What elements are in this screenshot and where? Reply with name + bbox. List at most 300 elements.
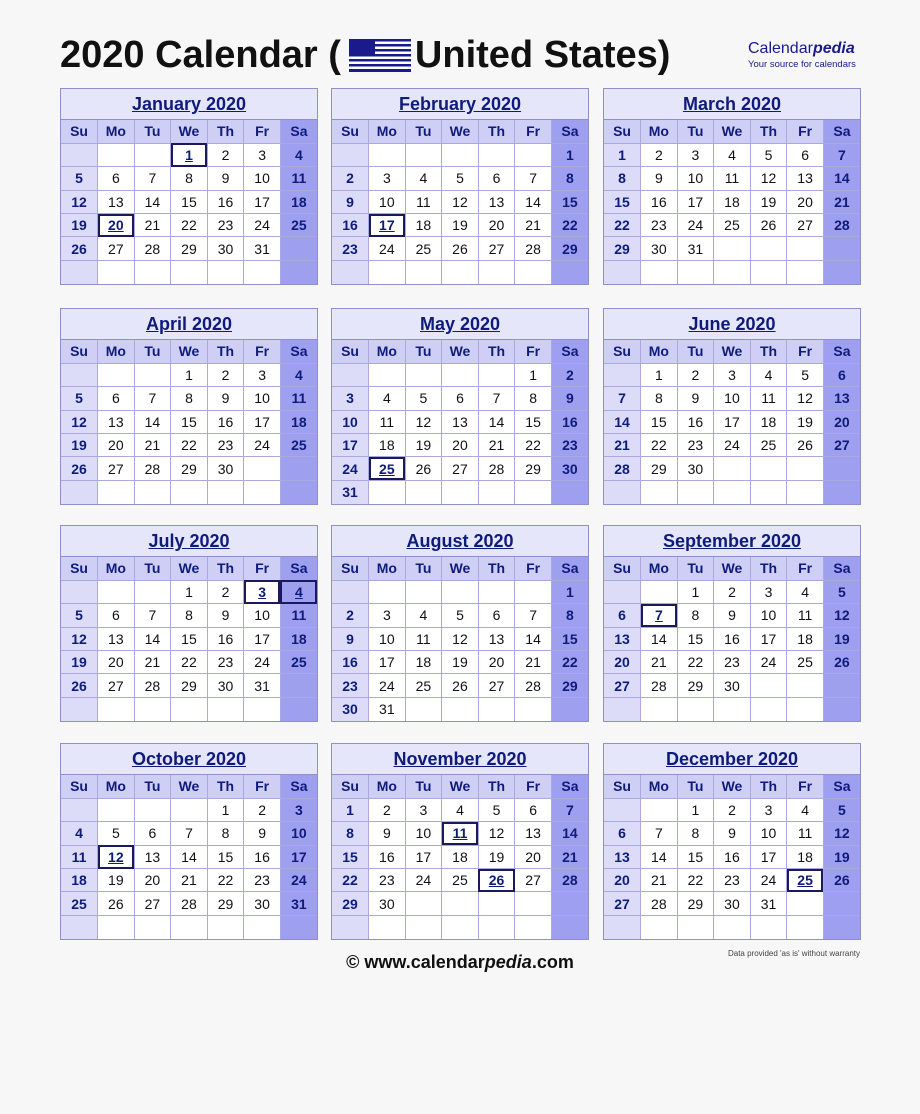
holiday-day-cell[interactable]: 26 <box>478 869 515 892</box>
day-cell <box>750 457 787 480</box>
day-cell: 30 <box>207 237 244 260</box>
day-cell: 27 <box>134 892 171 915</box>
weekday-label: Fr <box>244 120 281 143</box>
day-cell: 20 <box>604 651 641 674</box>
day-cell <box>604 915 641 938</box>
day-cell: 26 <box>823 651 860 674</box>
day-cell: 22 <box>171 651 208 674</box>
day-cell: 18 <box>280 190 317 213</box>
day-cell: 11 <box>750 387 787 410</box>
day-cell <box>750 674 787 697</box>
week-row <box>604 869 860 892</box>
weekday-label: Th <box>207 557 244 580</box>
holiday-day-cell[interactable]: 11 <box>442 822 479 845</box>
weekday-label: Tu <box>677 775 714 798</box>
day-cell: 1 <box>604 143 641 166</box>
week-row <box>332 214 588 237</box>
day-cell <box>787 892 824 915</box>
holiday-day-cell[interactable]: 17 <box>369 214 406 237</box>
weekday-label: Mo <box>641 340 678 363</box>
day-cell: 14 <box>134 627 171 650</box>
day-cell: 8 <box>515 387 552 410</box>
day-cell: 16 <box>641 190 678 213</box>
week-row <box>332 410 588 433</box>
day-cell: 27 <box>442 457 479 480</box>
weekday-label: Th <box>478 340 515 363</box>
day-cell: 6 <box>823 363 860 386</box>
week-row <box>604 798 860 821</box>
month-table <box>61 775 317 939</box>
week-row <box>604 214 860 237</box>
day-cell <box>134 798 171 821</box>
day-cell: 15 <box>515 410 552 433</box>
day-cell: 10 <box>750 822 787 845</box>
day-cell <box>280 697 317 720</box>
day-cell: 9 <box>641 167 678 190</box>
day-cell: 6 <box>604 604 641 627</box>
day-cell <box>61 363 98 386</box>
weekday-label: Su <box>61 557 98 580</box>
day-cell <box>604 260 641 283</box>
week-row <box>604 363 860 386</box>
day-cell: 24 <box>750 869 787 892</box>
weekday-label: Th <box>750 557 787 580</box>
day-cell <box>405 363 442 386</box>
weekday-header-row <box>61 557 317 580</box>
day-cell <box>207 915 244 938</box>
weekday-label: Tu <box>134 557 171 580</box>
week-row <box>604 892 860 915</box>
day-cell <box>280 237 317 260</box>
weekday-label: We <box>171 775 208 798</box>
day-cell <box>244 260 281 283</box>
day-cell <box>478 143 515 166</box>
weekday-label: Su <box>332 340 369 363</box>
day-cell: 19 <box>61 434 98 457</box>
holiday-day-cell[interactable]: 7 <box>641 604 678 627</box>
day-cell: 14 <box>134 190 171 213</box>
day-cell: 9 <box>207 604 244 627</box>
day-cell: 19 <box>478 845 515 868</box>
day-cell <box>823 674 860 697</box>
week-row <box>332 845 588 868</box>
day-cell: 18 <box>405 651 442 674</box>
day-cell <box>515 480 552 503</box>
weekday-label: Sa <box>823 340 860 363</box>
weekday-label: We <box>442 340 479 363</box>
day-cell: 2 <box>551 363 588 386</box>
day-cell: 10 <box>750 604 787 627</box>
weekday-label: Fr <box>787 120 824 143</box>
day-cell: 2 <box>677 363 714 386</box>
day-cell: 15 <box>641 410 678 433</box>
day-cell: 17 <box>714 410 751 433</box>
day-cell: 13 <box>823 387 860 410</box>
day-cell: 12 <box>750 167 787 190</box>
day-cell: 24 <box>714 434 751 457</box>
day-cell <box>787 480 824 503</box>
day-cell: 19 <box>405 434 442 457</box>
weekday-header-row <box>61 120 317 143</box>
day-cell: 21 <box>515 651 552 674</box>
week-row <box>61 869 317 892</box>
day-cell: 9 <box>551 387 588 410</box>
day-cell <box>134 363 171 386</box>
day-cell: 15 <box>171 627 208 650</box>
day-cell <box>207 697 244 720</box>
day-cell: 6 <box>515 798 552 821</box>
week-row <box>332 434 588 457</box>
weekday-label: Fr <box>515 120 552 143</box>
footer-url[interactable]: © www.calendarpedia.com <box>346 952 574 972</box>
day-cell <box>280 260 317 283</box>
day-cell: 8 <box>171 167 208 190</box>
day-cell: 23 <box>207 651 244 674</box>
week-row <box>61 604 317 627</box>
weekday-header-row <box>61 775 317 798</box>
day-cell: 13 <box>478 190 515 213</box>
day-cell: 5 <box>61 604 98 627</box>
day-cell <box>677 480 714 503</box>
day-cell: 28 <box>604 457 641 480</box>
day-cell: 2 <box>207 143 244 166</box>
day-cell <box>750 237 787 260</box>
week-row <box>61 434 317 457</box>
day-cell: 10 <box>369 190 406 213</box>
day-cell <box>244 457 281 480</box>
day-cell: 26 <box>823 869 860 892</box>
day-cell: 2 <box>207 580 244 603</box>
weekday-label: Mo <box>98 775 135 798</box>
holiday-day-cell[interactable]: 12 <box>98 845 135 868</box>
day-cell: 26 <box>61 457 98 480</box>
day-cell <box>332 363 369 386</box>
day-cell: 25 <box>61 892 98 915</box>
day-cell: 6 <box>604 822 641 845</box>
month-june <box>603 308 861 505</box>
day-cell: 23 <box>677 434 714 457</box>
day-cell <box>134 260 171 283</box>
week-row <box>61 237 317 260</box>
day-cell: 12 <box>823 822 860 845</box>
day-cell: 23 <box>244 869 281 892</box>
day-cell: 20 <box>478 651 515 674</box>
weekday-label: We <box>171 340 208 363</box>
weekday-label: Mo <box>369 120 406 143</box>
day-cell: 9 <box>207 167 244 190</box>
day-cell: 1 <box>551 580 588 603</box>
day-cell: 6 <box>787 143 824 166</box>
day-cell: 24 <box>750 651 787 674</box>
week-row <box>604 143 860 166</box>
day-cell <box>787 697 824 720</box>
day-cell: 7 <box>515 604 552 627</box>
day-cell: 11 <box>61 845 98 868</box>
weekday-label: Th <box>478 120 515 143</box>
day-cell: 17 <box>750 845 787 868</box>
day-cell: 21 <box>171 869 208 892</box>
brand-logo[interactable] <box>748 40 856 70</box>
holiday-day-cell[interactable]: 4 <box>280 580 317 603</box>
day-cell: 2 <box>207 363 244 386</box>
day-cell: 13 <box>515 822 552 845</box>
day-cell <box>551 915 588 938</box>
day-cell: 11 <box>405 627 442 650</box>
weekday-label: Fr <box>787 775 824 798</box>
day-cell: 9 <box>332 627 369 650</box>
day-cell <box>280 480 317 503</box>
month-february <box>331 88 589 285</box>
week-row <box>604 190 860 213</box>
day-cell: 4 <box>280 143 317 166</box>
day-cell <box>750 915 787 938</box>
day-cell: 16 <box>714 627 751 650</box>
day-cell: 3 <box>244 143 281 166</box>
weekday-header-row <box>61 340 317 363</box>
day-cell <box>405 892 442 915</box>
day-cell: 30 <box>207 674 244 697</box>
day-cell <box>61 915 98 938</box>
day-cell: 10 <box>332 410 369 433</box>
day-cell <box>332 260 369 283</box>
day-cell <box>405 480 442 503</box>
day-cell <box>677 260 714 283</box>
day-cell: 31 <box>244 237 281 260</box>
weekday-label: Th <box>750 120 787 143</box>
day-cell: 15 <box>332 845 369 868</box>
week-row <box>604 651 860 674</box>
month-january <box>60 88 318 285</box>
holiday-day-cell[interactable]: 3 <box>244 580 281 603</box>
day-cell <box>442 260 479 283</box>
day-cell <box>98 798 135 821</box>
day-cell <box>332 580 369 603</box>
month-september <box>603 525 861 722</box>
month-april <box>60 308 318 505</box>
day-cell: 3 <box>369 167 406 190</box>
day-cell: 26 <box>98 892 135 915</box>
day-cell <box>442 915 479 938</box>
day-cell: 3 <box>280 798 317 821</box>
day-cell: 31 <box>332 480 369 503</box>
day-cell: 7 <box>134 387 171 410</box>
day-cell: 9 <box>714 822 751 845</box>
day-cell: 3 <box>369 604 406 627</box>
day-cell: 22 <box>641 434 678 457</box>
day-cell: 17 <box>405 845 442 868</box>
weekday-label: Mo <box>369 775 406 798</box>
weekday-label: Th <box>750 340 787 363</box>
day-cell: 29 <box>515 457 552 480</box>
day-cell: 28 <box>134 237 171 260</box>
day-cell <box>98 697 135 720</box>
week-row <box>604 260 860 283</box>
week-row <box>61 651 317 674</box>
week-row <box>61 480 317 503</box>
week-row <box>61 915 317 938</box>
day-cell: 10 <box>244 167 281 190</box>
day-cell: 4 <box>61 822 98 845</box>
day-cell: 28 <box>551 869 588 892</box>
day-cell: 30 <box>714 892 751 915</box>
day-cell <box>369 480 406 503</box>
day-cell: 7 <box>604 387 641 410</box>
day-cell <box>244 697 281 720</box>
day-cell: 18 <box>787 845 824 868</box>
weekday-label: Sa <box>823 775 860 798</box>
day-cell: 13 <box>442 410 479 433</box>
day-cell: 14 <box>134 410 171 433</box>
day-cell <box>515 892 552 915</box>
holiday-day-cell[interactable]: 25 <box>787 869 824 892</box>
weekday-label: Tu <box>134 340 171 363</box>
month-table <box>332 340 588 504</box>
day-cell <box>677 915 714 938</box>
weekday-label: We <box>714 120 751 143</box>
day-cell: 21 <box>551 845 588 868</box>
weekday-label: Fr <box>515 557 552 580</box>
weekday-label: Fr <box>244 775 281 798</box>
week-row <box>332 580 588 603</box>
day-cell <box>134 143 171 166</box>
day-cell: 1 <box>551 143 588 166</box>
day-cell <box>171 915 208 938</box>
day-cell: 9 <box>677 387 714 410</box>
day-cell <box>207 260 244 283</box>
week-row <box>332 143 588 166</box>
day-cell <box>134 915 171 938</box>
day-cell <box>641 915 678 938</box>
weekday-label: Mo <box>369 340 406 363</box>
day-cell: 20 <box>98 434 135 457</box>
week-row <box>332 363 588 386</box>
day-cell: 3 <box>750 580 787 603</box>
day-cell <box>244 480 281 503</box>
day-cell: 7 <box>823 143 860 166</box>
day-cell <box>641 260 678 283</box>
weekday-label: We <box>714 557 751 580</box>
day-cell: 2 <box>369 798 406 821</box>
day-cell: 26 <box>787 434 824 457</box>
day-cell <box>823 915 860 938</box>
weekday-label: Su <box>332 775 369 798</box>
day-cell: 10 <box>244 387 281 410</box>
weekday-label: We <box>442 557 479 580</box>
day-cell: 24 <box>332 457 369 480</box>
day-cell: 17 <box>750 627 787 650</box>
day-cell <box>478 697 515 720</box>
holiday-day-cell[interactable]: 1 <box>171 143 208 166</box>
day-cell: 23 <box>641 214 678 237</box>
month-july <box>60 525 318 722</box>
day-cell: 16 <box>207 627 244 650</box>
day-cell: 17 <box>244 190 281 213</box>
day-cell: 23 <box>551 434 588 457</box>
day-cell: 5 <box>405 387 442 410</box>
day-cell <box>442 480 479 503</box>
day-cell: 5 <box>750 143 787 166</box>
day-cell: 7 <box>134 167 171 190</box>
day-cell <box>369 363 406 386</box>
day-cell: 10 <box>405 822 442 845</box>
day-cell: 25 <box>280 434 317 457</box>
day-cell <box>515 260 552 283</box>
month-table <box>332 120 588 284</box>
day-cell: 7 <box>171 822 208 845</box>
weekday-label: Su <box>61 120 98 143</box>
day-cell: 15 <box>171 410 208 433</box>
month-title: August 2020 <box>332 526 588 557</box>
day-cell <box>787 237 824 260</box>
day-cell: 27 <box>478 237 515 260</box>
holiday-day-cell[interactable]: 20 <box>98 214 135 237</box>
day-cell <box>134 697 171 720</box>
weekday-label: We <box>442 775 479 798</box>
week-row <box>604 580 860 603</box>
day-cell: 16 <box>244 845 281 868</box>
day-cell: 26 <box>61 237 98 260</box>
day-cell <box>478 915 515 938</box>
day-cell: 25 <box>714 214 751 237</box>
day-cell: 2 <box>641 143 678 166</box>
day-cell: 24 <box>405 869 442 892</box>
day-cell: 19 <box>98 869 135 892</box>
month-table <box>61 340 317 504</box>
week-row <box>332 674 588 697</box>
day-cell: 15 <box>207 845 244 868</box>
day-cell: 8 <box>604 167 641 190</box>
day-cell <box>61 143 98 166</box>
week-row <box>61 363 317 386</box>
day-cell: 27 <box>98 457 135 480</box>
day-cell: 10 <box>280 822 317 845</box>
day-cell <box>98 363 135 386</box>
day-cell: 26 <box>61 674 98 697</box>
day-cell: 25 <box>787 651 824 674</box>
week-row <box>61 822 317 845</box>
day-cell <box>280 457 317 480</box>
day-cell: 20 <box>134 869 171 892</box>
title-right: United States) <box>414 34 671 76</box>
day-cell: 23 <box>207 434 244 457</box>
day-cell: 11 <box>369 410 406 433</box>
title-left: 2020 Calendar ( <box>60 34 341 76</box>
day-cell: 5 <box>478 798 515 821</box>
day-cell: 27 <box>604 892 641 915</box>
day-cell: 29 <box>551 674 588 697</box>
day-cell: 22 <box>551 214 588 237</box>
day-cell: 14 <box>641 845 678 868</box>
day-cell <box>442 892 479 915</box>
day-cell <box>478 580 515 603</box>
day-cell <box>332 143 369 166</box>
weekday-label: Su <box>604 120 641 143</box>
day-cell: 3 <box>244 363 281 386</box>
holiday-day-cell[interactable]: 25 <box>369 457 406 480</box>
day-cell: 25 <box>280 651 317 674</box>
brand-name: Calendarpedia <box>748 40 855 57</box>
week-row <box>332 892 588 915</box>
day-cell: 4 <box>750 363 787 386</box>
day-cell: 26 <box>442 674 479 697</box>
day-cell: 13 <box>787 167 824 190</box>
day-cell <box>714 260 751 283</box>
weekday-label: We <box>714 775 751 798</box>
week-row <box>332 651 588 674</box>
day-cell: 25 <box>280 214 317 237</box>
week-row <box>604 457 860 480</box>
day-cell <box>244 915 281 938</box>
